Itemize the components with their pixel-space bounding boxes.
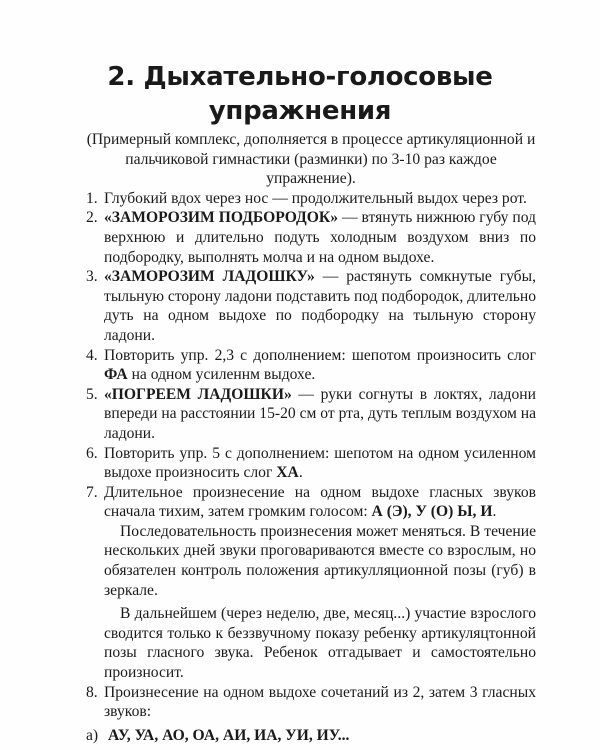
list-item-4 <box>86 346 536 385</box>
item-number: 4. <box>86 346 98 364</box>
list-item-5 <box>86 385 536 444</box>
list-item-1 <box>86 189 536 209</box>
item-text: Глубокий вдох через нос — продолжительный выдох через рот. <box>104 189 527 207</box>
vowels: А (Э), У (О) Ы, И <box>371 503 493 521</box>
syllable: ХА <box>276 464 299 482</box>
list-item-3 <box>86 267 536 345</box>
item-number: 6. <box>86 444 98 462</box>
item-number: 7. <box>86 483 98 501</box>
item-text: Произнесение на одном выдохе сочетаний из 2, затем 3 гласных звуков: <box>104 683 536 721</box>
item-text: — втянуть нижнюю губу под верхнюю и длительно подуть холодным воздухом вниз по подбородку, выполнять молча и на одном выдохе. <box>104 209 536 266</box>
item-number: 2. <box>86 209 98 227</box>
paragraph-1: Последовательность произнесения может меняться. В течение нескольких дней звуки проговариваются вместе со взрослым, но обязателен контроль положения артикулляционной позы (губ) в зеркале. <box>104 522 536 599</box>
paragraph-2: В дальнейшем (через неделю, две, месяц...) участие взрослого сводится только к беззвучному показу ребенку артикуляцтонной позы гласного звука. Ребенок отгадывает и самостоятельно произносит. <box>104 605 536 682</box>
item-number: 3. <box>86 268 98 286</box>
item-number: 8. <box>86 683 98 701</box>
item-text: Длительное произнесение на одном выдохе гласных звуков сначала тихим, затем громким голосом: <box>104 483 536 521</box>
item-number: 5. <box>86 385 98 403</box>
exercise-name: «ЗАМОРОЗИМ ЛАДОШКУ» <box>104 268 315 286</box>
title-line-2: упражнения <box>208 96 392 126</box>
exercise-name: «ЗАМОРОЗИМ ПОДБОРОДОК» <box>104 209 339 227</box>
title-line-1: 2. Дыхательно-голосовые <box>107 62 493 92</box>
sub-item-a <box>86 726 536 746</box>
item-text-end: . <box>298 464 303 482</box>
list-item-7 <box>86 483 536 522</box>
exercise-name: «ПОГРЕЕМ ЛАДОШКИ» <box>104 385 292 403</box>
vowel-combinations: АУ, УА, АО, ОА, АИ, ИА, УИ, ИУ... <box>108 726 350 744</box>
sub-item-label: а) <box>86 726 99 744</box>
syllable: ФА <box>104 366 128 384</box>
intro-note: (Примерный комплекс, дополняется в процессе артикуляционной и пальчиковой гимнастики (разминки) по 3-10 раз каждое упражнение). <box>86 131 536 188</box>
item-text: — растянуть сомкнутые губы, тыльную сторону ладони подставить под подбородок, длительно дуть на одном выдохе по подбородку на тыльную сторону ладони. <box>104 268 536 344</box>
item-text-end: на одном усиленнм выдохе. <box>127 366 316 384</box>
list-item-8 <box>86 683 536 722</box>
list-item-2 <box>86 208 536 267</box>
item-text-end: . <box>492 503 497 521</box>
item-text: Повторить упр. 5 с дополнением: шепотом на одном усиленном выдохе произносить слог <box>104 444 536 482</box>
item-number: 1. <box>86 189 98 207</box>
page-title <box>0 60 600 128</box>
item-text: Повторить упр. 2,3 с дополнением: шепотом произносить слог <box>104 346 536 364</box>
content-body <box>86 130 536 745</box>
list-item-6 <box>86 444 536 483</box>
item-text: — руки согнуты в локтях, ладони впереди на расстоянии 15-20 см от рта, дуть теплым воздухом на ладони. <box>104 385 536 442</box>
